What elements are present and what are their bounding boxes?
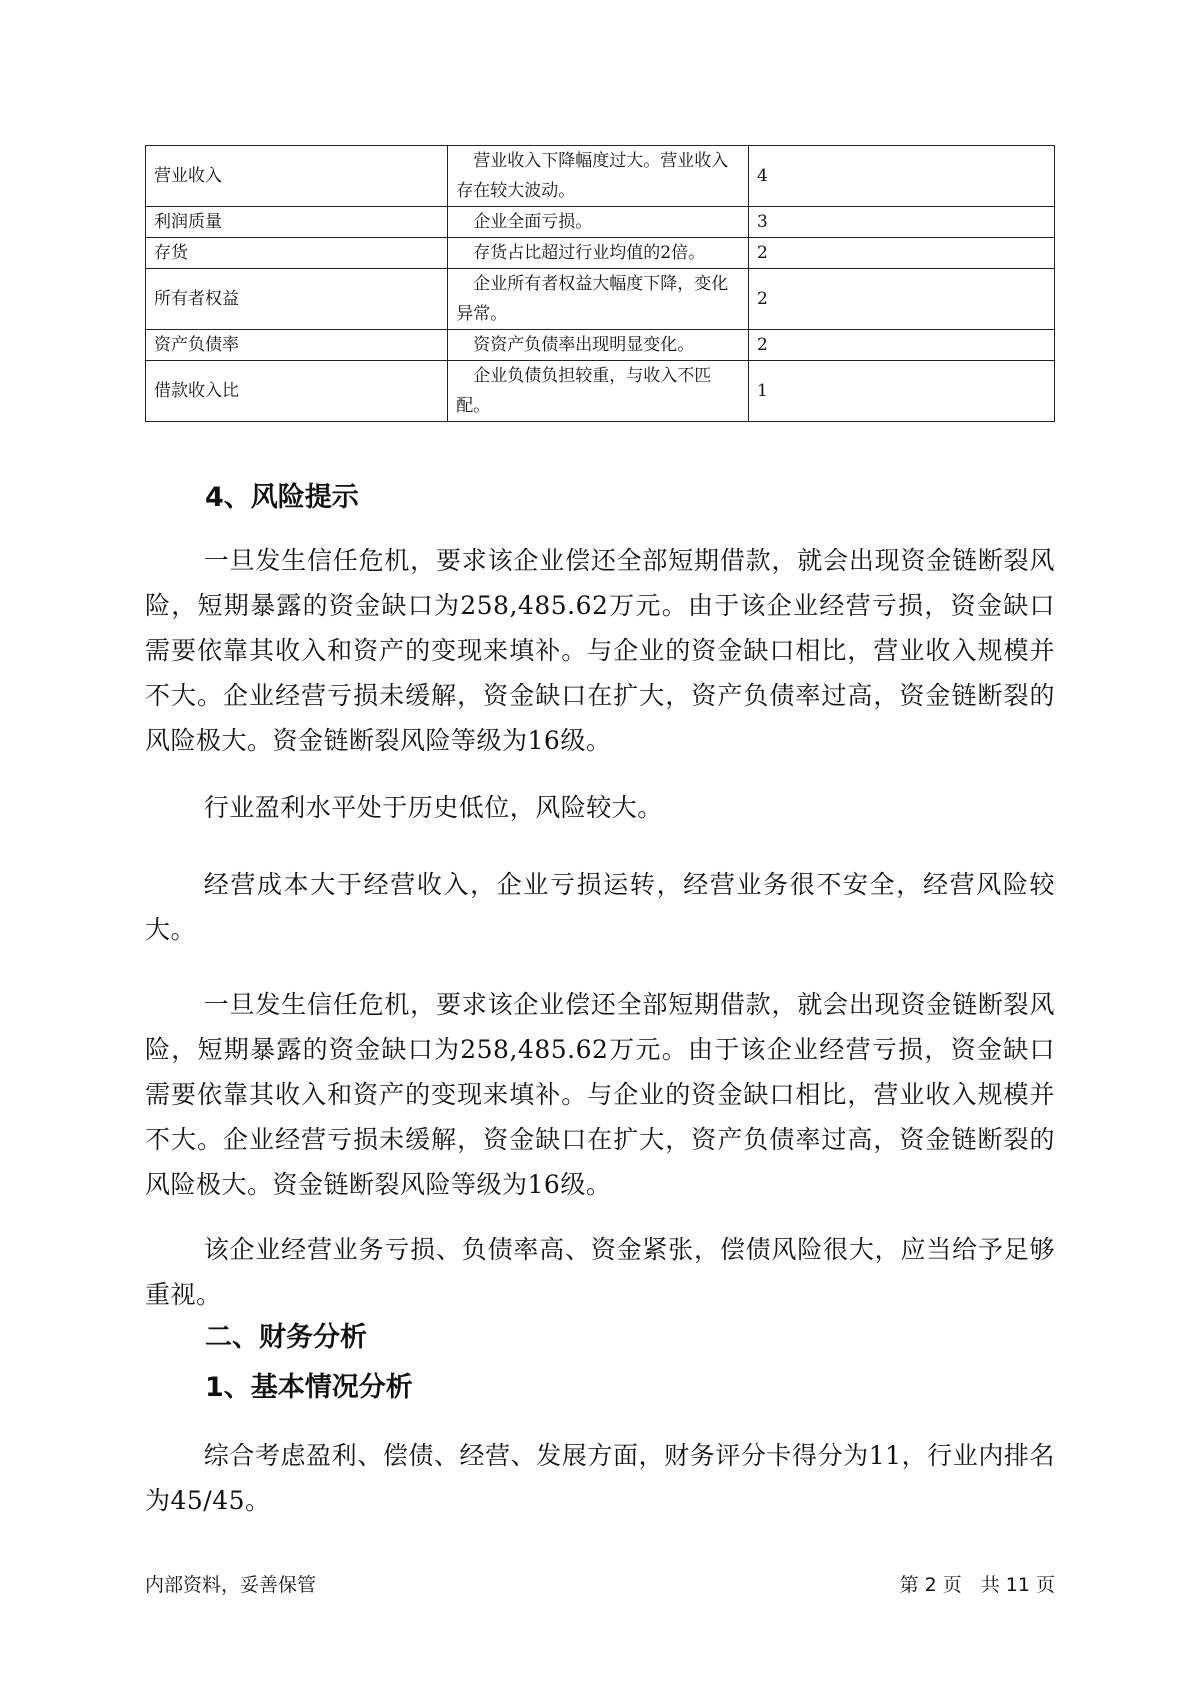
risk-table (145, 145, 1055, 422)
paragraph: 综合考虑盈利、偿债、经营、发展方面，财务评分卡得分为11，行业内排名为45/45。 (145, 1441, 1055, 1515)
table-cell-score: 1 (748, 361, 1054, 422)
table-cell-desc: 企业全面亏损。 (448, 207, 749, 238)
table-cell-item: 所有者权益 (146, 269, 448, 330)
paragraph: 一旦发生信任危机，要求该企业偿还全部短期借款，就会出现资金链断裂风险，短期暴露的资金缺口为258,485.62万元。由于该企业经营亏损，资金缺口需要依靠其收入和资产的变现来填补。与企业的资金缺口相比，营业收入规模并不大。企业经营亏损未缓解，资金缺口在扩大，资产负债率过高，资金链断裂的风险极大。资金链断裂风险等级为16级。 (145, 990, 1055, 1199)
sub-heading-basic: 1、基本情况分析 (205, 1372, 413, 1403)
table-cell-item: 借款收入比 (146, 361, 448, 422)
table-cell-score: 2 (748, 269, 1054, 330)
table-row (146, 361, 1055, 422)
table-cell-item: 营业收入 (146, 146, 448, 207)
table-cell-desc: 资资产负债率出现明显变化。 (448, 330, 749, 361)
table-cell-score: 2 (748, 330, 1054, 361)
table-cell-desc: 企业所有者权益大幅度下降，变化异常。 (448, 269, 749, 330)
table-cell-score: 3 (748, 207, 1054, 238)
table-row (146, 330, 1055, 361)
table-cell-item: 资产负债率 (146, 330, 448, 361)
table-cell-desc: 企业负债负担较重，与收入不匹配。 (448, 361, 749, 422)
table-row (146, 238, 1055, 269)
footer-note: 内部资料，妥善保管 (145, 1574, 317, 1596)
table-row (146, 146, 1055, 207)
paragraph: 经营成本大于经营收入，企业亏损运转，经营业务很不安全，经营风险较大。 (145, 870, 1055, 944)
paragraph: 该企业经营业务亏损、负债率高、资金紧张，偿债风险很大，应当给予足够重视。 (145, 1235, 1055, 1309)
table-cell-score: 2 (748, 238, 1054, 269)
table-row (146, 207, 1055, 238)
table-cell-item: 存货 (146, 238, 448, 269)
table-cell-desc: 营业收入下降幅度过大。营业收入存在较大波动。 (448, 146, 749, 207)
table-cell-score: 4 (748, 146, 1054, 207)
paragraph: 一旦发生信任危机，要求该企业偿还全部短期借款，就会出现资金链断裂风险，短期暴露的资金缺口为258,485.62万元。由于该企业经营亏损，资金缺口需要依靠其收入和资产的变现来填补。与企业的资金缺口相比，营业收入规模并不大。企业经营亏损未缓解，资金缺口在扩大，资产负债率过高，资金链断裂的风险极大。资金链断裂风险等级为16级。 (145, 546, 1055, 755)
section-heading-risk: 4、风险提示 (205, 482, 359, 513)
paragraph: 行业盈利水平处于历史低位，风险较大。 (203, 793, 663, 822)
table-cell-item: 利润质量 (146, 207, 448, 238)
page-number: 第 2 页 共 11 页 (899, 1574, 1055, 1596)
section-heading-finance: 二、财务分析 (205, 1322, 367, 1353)
table-cell-desc: 存货占比超过行业均值的2倍。 (448, 238, 749, 269)
table-row (146, 269, 1055, 330)
